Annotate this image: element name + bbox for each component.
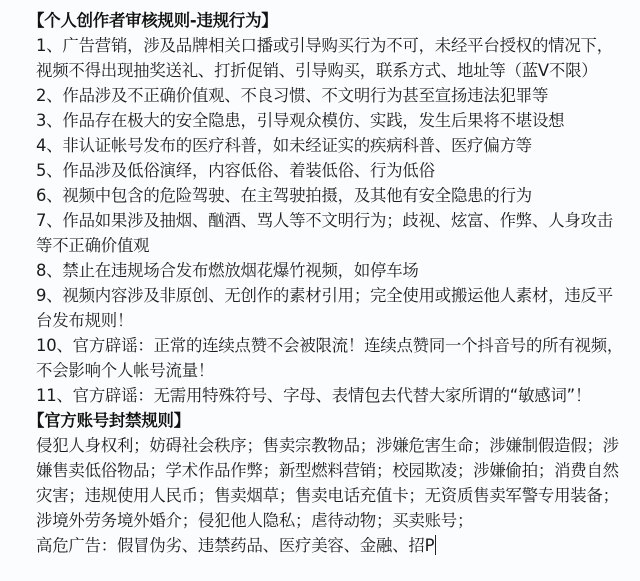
section-heading-official-ban-rules: 【官方账号封禁规则】 bbox=[28, 411, 190, 430]
section-heading-personal-creator-rules: 【个人创作者审核规则-违规行为】 bbox=[28, 11, 278, 30]
editing-line[interactable] bbox=[36, 533, 640, 558]
rule-line: 1、广告营销，涉及品牌相关口播或引导购买行为不可，未经平台授权的情况下， bbox=[36, 36, 613, 55]
rule-line: 8、禁止在违规场合发布燃放烟花爆竹视频，如停车场 bbox=[36, 261, 419, 280]
rule-line: 2、作品涉及不正确价值观、不良习惯、不文明行为甚至宣扬违法犯罪等 bbox=[36, 86, 549, 105]
rule-line: 4、非认证帐号发布的医疗科普，如未经证实的疾病科普、医疗偏方等 bbox=[36, 136, 532, 155]
text-cursor bbox=[435, 535, 436, 555]
rule-line: 7、作品如果涉及抽烟、酗酒、骂人等不文明行为；歧视、炫富、作弊、人身攻击 bbox=[36, 211, 613, 230]
ban-rule-line-last: 高危广告：假冒伪劣、违禁药品、医疗美容、金融、招P bbox=[36, 536, 435, 555]
rule-line: 10、官方辟谣：正常的连续点赞不会被限流！连续点赞同一个抖音号的所有视频， bbox=[36, 336, 624, 355]
ban-rule-line: 嫌售卖低俗物品；学术作品作弊；新型燃料营销；校园欺凌；涉嫌偷拍；消费自然 bbox=[36, 461, 619, 480]
rule-line: 台发布规则！ bbox=[36, 311, 134, 330]
ban-rule-line: 侵犯人身权利；妨碍社会秩序；售卖宗教物品；涉嫌危害生命；涉嫌制假造假；涉 bbox=[36, 436, 619, 455]
rule-line: 3、作品存在极大的安全隐患，引导观众模仿、实践，发生后果将不堪设想 bbox=[36, 111, 565, 130]
rule-line: 5、作品涉及低俗演绎，内容低俗、着装低俗、行为低俗 bbox=[36, 161, 435, 180]
rule-line: 不会影响个人帐号流量！ bbox=[36, 361, 215, 380]
rule-line: 视频不得出现抽奖送礼、打折促销、引导购买，联系方式、地址等（蓝V不限） bbox=[36, 61, 598, 80]
rule-line: 9、视频内容涉及非原创、无创作的素材引用；完全使用或搬运他人素材，违反平 bbox=[36, 286, 613, 305]
ban-rule-line: 灾害；违规使用人民币；售卖烟草；售卖电话充值卡；无资质售卖军警专用装备； bbox=[36, 486, 619, 505]
ban-rule-line: 涉境外劳务境外婚介；侵犯他人隐私；虐待动物；买卖账号； bbox=[36, 511, 474, 530]
rule-line: 11、官方辟谣：无需用特殊符号、字母、表情包去代替大家所谓的“敏感词”！ bbox=[36, 386, 592, 405]
rule-line: 等不正确价值观 bbox=[36, 236, 150, 255]
rule-line: 6、视频中包含的危险驾驶、在主驾驶拍摄，及其他有安全隐患的行为 bbox=[36, 186, 532, 205]
